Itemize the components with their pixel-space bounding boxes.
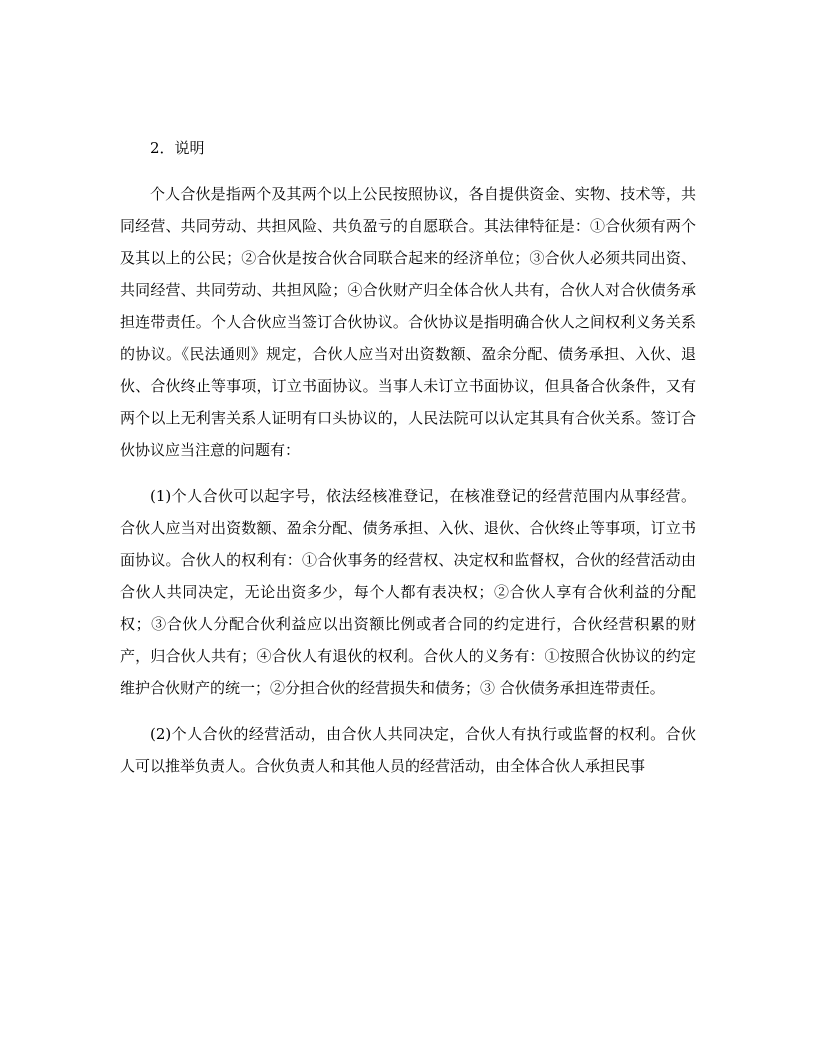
spacer [120, 704, 696, 718]
spacer [120, 164, 696, 178]
spacer [120, 466, 696, 480]
paragraph-item-1: (1)个人合伙可以起字号，依法经核准登记，在核准登记的经营范围内从事经营。合伙人应当对出资数额、盈余分配、债务承担、入伙、退伙、合伙终止等事项，订立书面协议。合伙人的权利有：①合伙事务的经营权、决定权和监督权，合伙的经营活动由合伙人共同决定，无论出资多少，每个人都有表决权；②合伙人享有合伙利益的分配权；③合伙人分配合伙利益应以出资额比例或者合同的约定进行，合伙经营积累的财产，归合伙人共有；④合伙人有退伙的权利。合伙人的义务有：①按照合伙协议的约定维护合伙财产的统一；②分担合伙的经营损失和债务；③ 合伙债务承担连带责任。 [120, 487, 696, 697]
paragraph-item-2: (2)个人合伙的经营活动，由合伙人共同决定，合伙人有执行或监督的权利。合伙人可以推举负责人。合伙负责人和其他人员的经营活动，由全体合伙人承担民事 [120, 725, 696, 775]
section-heading: 2．说明 [150, 139, 205, 157]
document-body [120, 132, 696, 782]
paragraph-overview: 个人合伙是指两个及其两个以上公民按照协议，各自提供资金、实物、技术等，共同经营、共同劳动、共担风险、共负盈亏的自愿联合。其法律特征是：①合伙须有两个及其以上的公民；②合伙是按合伙合同联合起来的经济单位；③合伙人必须共同出资、共同经营、共同劳动、共担风险；④合伙财产归全体合伙人共有，合伙人对合伙债务承担连带责任。个人合伙应当签订合伙协议。合伙协议是指明确合伙人之间权利义务关系的协议。《民法通则》规定，合伙人应当对出资数额、盈余分配、债务承担、入伙、退伙、合伙终止等事项，订立书面协议。当事人未订立书面协议，但具备合伙条件，又有两个以上无利害关系人证明有口头协议的，人民法院可以认定其具有合伙关系。签订合伙协议应当注意的问题有： [120, 185, 696, 459]
